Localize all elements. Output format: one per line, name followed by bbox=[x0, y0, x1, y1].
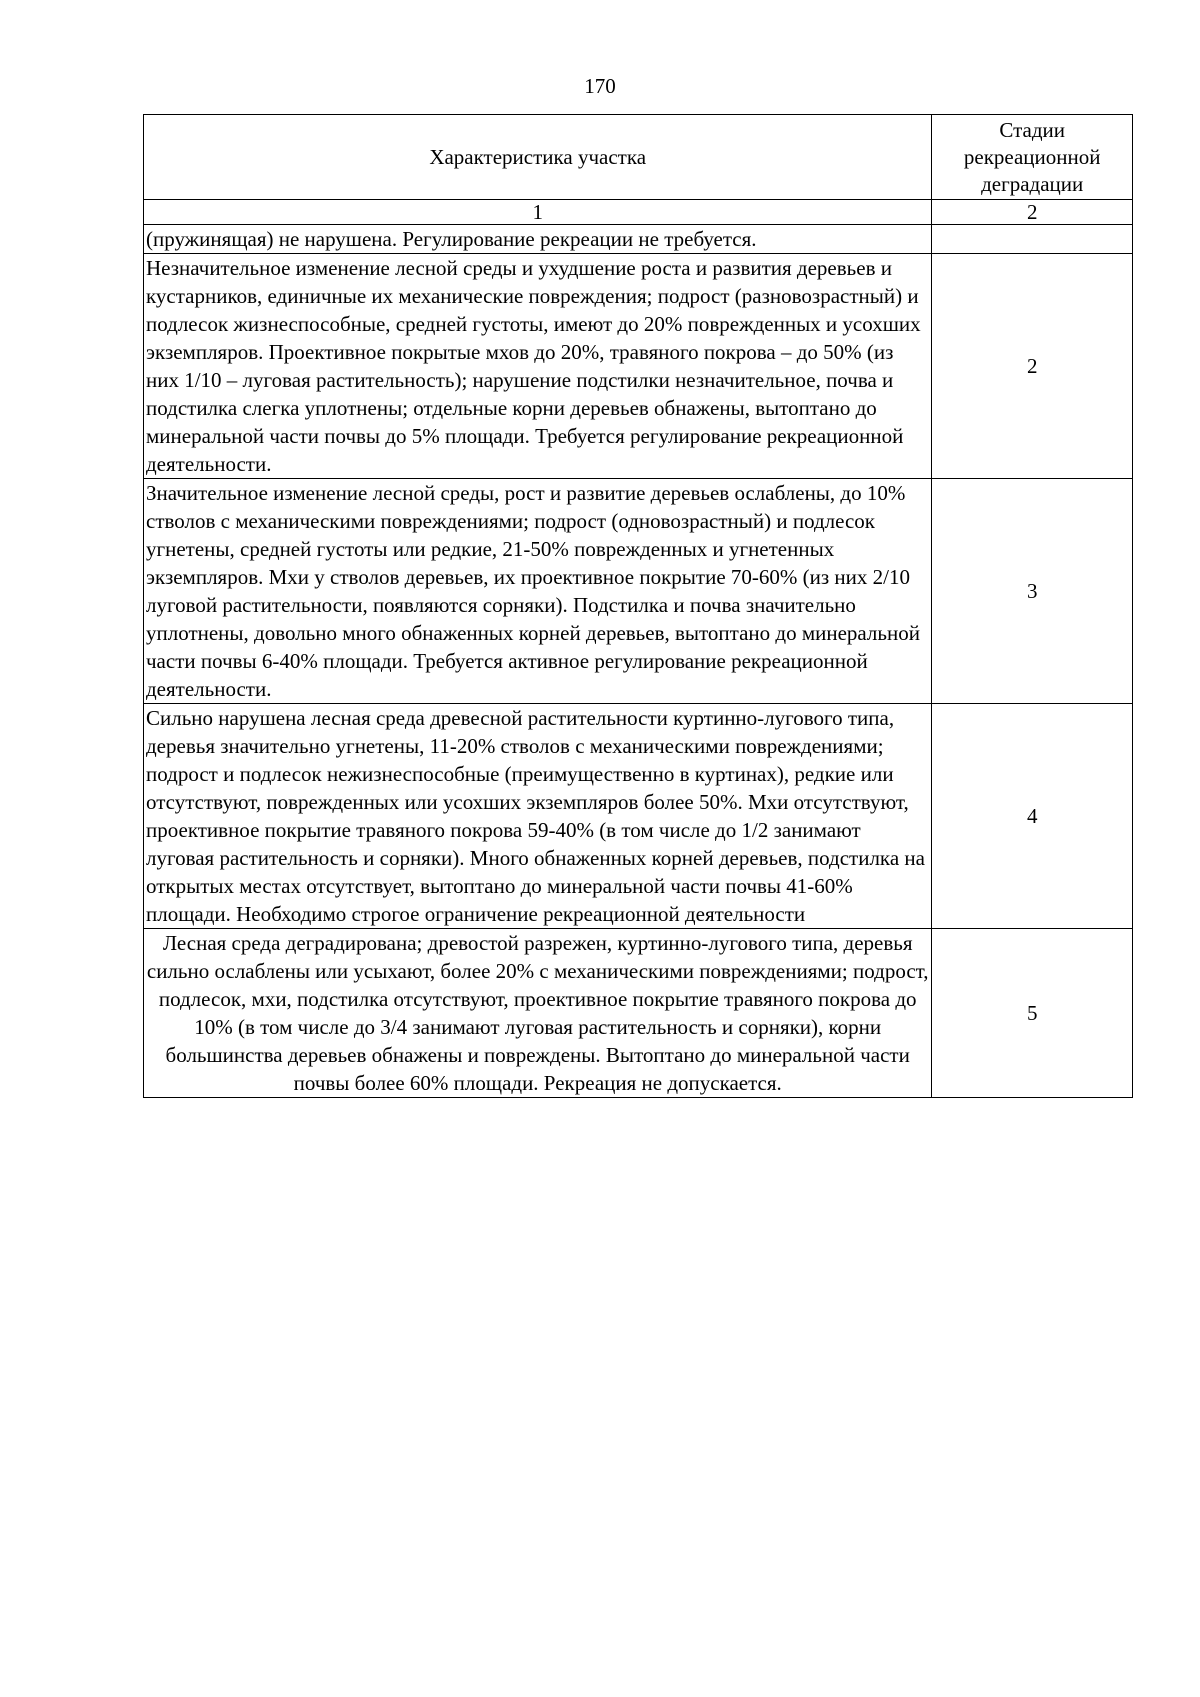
column-number-2: 2 bbox=[932, 200, 1133, 225]
row-stage: 2 bbox=[932, 254, 1133, 479]
row-stage: 5 bbox=[932, 929, 1133, 1098]
row-stage: 3 bbox=[932, 479, 1133, 704]
row-stage: 4 bbox=[932, 704, 1133, 929]
header-characteristic: Характеристика участка bbox=[144, 115, 932, 200]
header-stage: Стадии рекреационной деградации bbox=[932, 115, 1133, 200]
table-row bbox=[144, 704, 1133, 929]
table-header-row bbox=[144, 115, 1133, 200]
degradation-table bbox=[143, 114, 1133, 1098]
row-description: Лесная среда деградирована; древостой разрежен, куртинно-лугового типа, деревья сильно ослаблены или усыхают, более 20% с механическими повреждениями; подрост, подлесок, мхи, подстилка отсутствуют, проективное покрытие травяного покрова до 10% (в том числе до 3/4 занимают луговая растительность и сорняки), корни большинства деревьев обнажены и повреждены. Вытоптано до минеральной части почвы более 60% площади. Рекреация не допускается. bbox=[144, 929, 932, 1098]
column-numbering-row bbox=[144, 200, 1133, 225]
row-description: Незначительное изменение лесной среды и ухудшение роста и развития деревьев и кустарников, единичные их механические повреждения; подрост (разновозрастный) и подлесок жизнеспособные, средней густоты, имеют до 20% поврежденных и усохших экземпляров. Проективное покрытые мхов до 20%, травяного покрова – до 50% (из них 1/10 – луговая растительность); нарушение подстилки незначительное, почва и подстилка слегка уплотнены; отдельные корни деревьев обнажены, вытоптано до минеральной части почвы до 5% площади. Требуется регулирование рекреационной деятельности. bbox=[144, 254, 932, 479]
table-row bbox=[144, 254, 1133, 479]
column-number-1: 1 bbox=[144, 200, 932, 225]
table-row bbox=[144, 929, 1133, 1098]
table-row bbox=[144, 225, 1133, 254]
table-row bbox=[144, 479, 1133, 704]
page-number: 170 bbox=[584, 74, 616, 98]
row-description: Значительное изменение лесной среды, рост и развитие деревьев ослаблены, до 10% стволов с механическими повреждениями; подрост (одновозрастный) и подлесок угнетены, средней густоты или редкие, 21-50% поврежденных и угнетенных экземпляров. Мхи у стволов деревьев, их проективное покрытие 70-60% (из них 2/10 луговой растительности, появляются сорняки). Подстилка и почва значительно уплотнены, довольно много обнаженных корней деревьев, вытоптано до минеральной части почвы 6-40% площади. Требуется активное регулирование рекреационной деятельности. bbox=[144, 479, 932, 704]
row-description: Сильно нарушена лесная среда древесной растительности куртинно-лугового типа, деревья значительно угнетены, 11-20% стволов с механическими повреждениями; подрост и подлесок нежизнеспособные (преимущественно в куртинах), редкие или отсутствуют, поврежденных или усохших экземпляров более 50%. Мхи отсутствуют, проективное покрытие травяного покрова 59-40% (в том числе до 1/2 занимают луговая растительность и сорняки). Много обнаженных корней деревьев, подстилка на открытых местах отсутствует, вытоптано до минеральной части почвы 41-60% площади. Необходимо строгое ограничение рекреационной деятельности bbox=[144, 704, 932, 929]
row-stage bbox=[932, 225, 1133, 254]
row-description: (пружинящая) не нарушена. Регулирование рекреации не требуется. bbox=[144, 225, 932, 254]
